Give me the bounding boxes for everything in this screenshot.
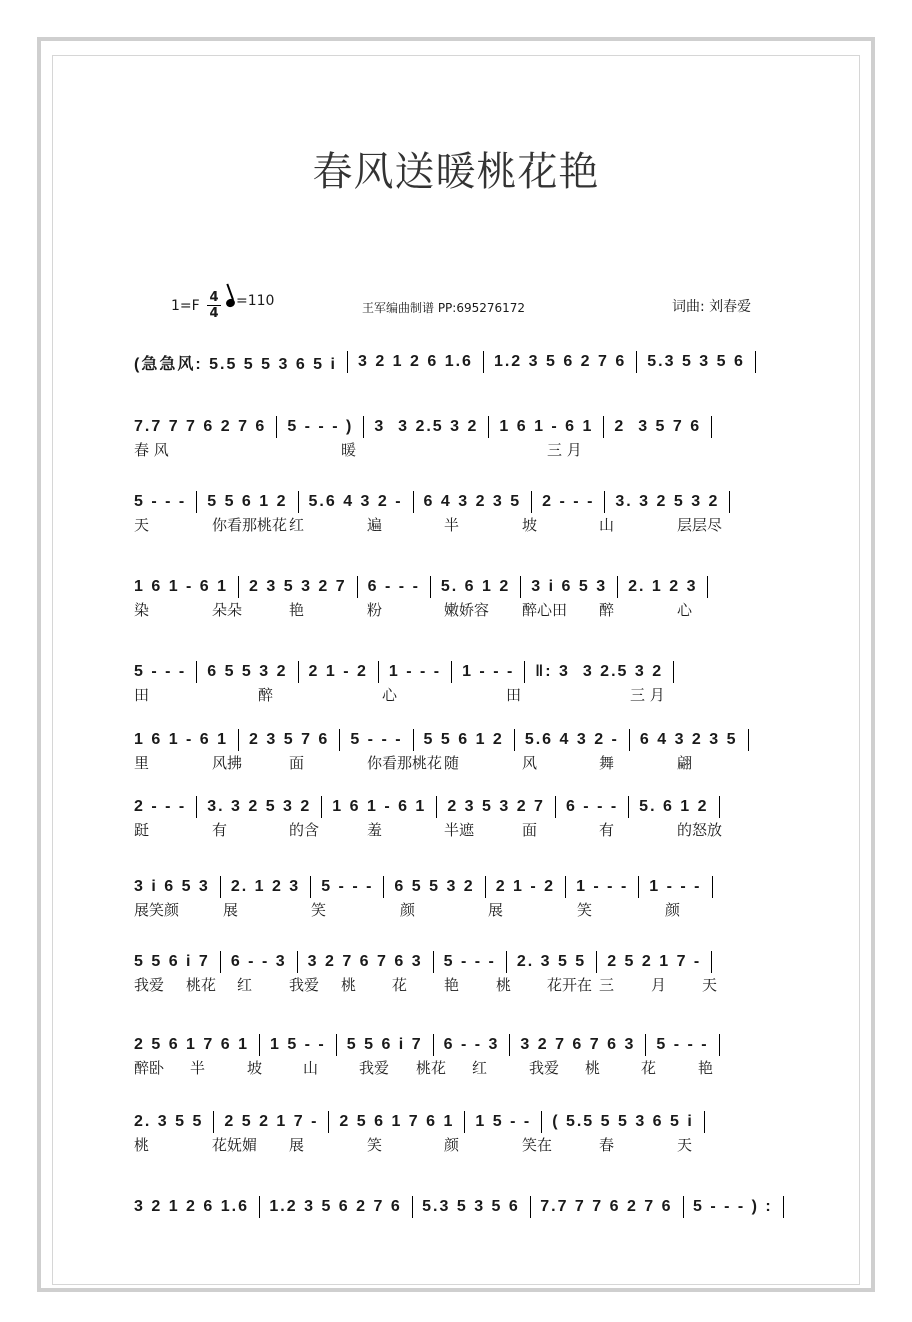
notation-row	[134, 728, 784, 752]
lyric-syllable: 醉心田	[522, 601, 568, 619]
lyric-syllable: 春 风	[134, 441, 169, 459]
barline	[297, 951, 298, 973]
lyric-syllable: 我爱	[289, 976, 320, 994]
measure: 6 - - -	[367, 578, 420, 595]
score-header	[0, 290, 912, 326]
barline	[259, 1034, 260, 1056]
measure: 2 3 5 7 6	[614, 418, 702, 435]
measure: 5 - - -	[134, 493, 187, 510]
barline	[514, 729, 515, 751]
measure: 1 6 1 - 6 1	[134, 731, 229, 748]
lyric-syllable: 遍	[367, 516, 383, 534]
barline	[483, 351, 484, 373]
measure: 5 - - -	[443, 953, 496, 970]
measure: 5 5 6 1 2	[423, 731, 504, 748]
time-signature	[207, 290, 221, 321]
measure: 2 3 5 3 2 7	[447, 798, 545, 815]
lyrics-row	[134, 899, 784, 919]
lyric-syllable: 面	[289, 754, 305, 772]
measure: 5 5 6 i 7	[134, 953, 210, 970]
barline	[596, 951, 597, 973]
lyric-syllable: 笑在	[522, 1136, 553, 1154]
lyrics-row	[134, 439, 784, 459]
lyric-syllable: 舞	[599, 754, 615, 772]
barline	[220, 876, 221, 898]
barline	[196, 661, 197, 683]
lyric-syllable: 醉卧	[134, 1059, 165, 1077]
lyric-syllable: 朵朵	[212, 601, 243, 619]
barline	[712, 876, 713, 898]
measure: 3. 3 2 5 3 2	[207, 798, 312, 815]
measure: 7.7 7 7 6 2 7 6	[134, 418, 267, 435]
barline	[636, 351, 637, 373]
lyric-syllable: 三 月	[630, 686, 665, 704]
meter-bottom: 4	[207, 305, 221, 321]
notation-row	[134, 795, 784, 819]
lyrics-row	[134, 819, 784, 839]
barline	[310, 876, 311, 898]
measure: 3 i 6 5 3	[134, 878, 210, 895]
lyric-syllable: 心	[677, 601, 693, 619]
barline	[711, 416, 712, 438]
barline	[541, 1111, 542, 1133]
measure: 5.6 4 3 2 -	[308, 493, 403, 510]
measure: 5 5 6 1 2	[207, 493, 288, 510]
measure: 5. 6 1 2	[639, 798, 709, 815]
tempo-mark	[226, 293, 274, 309]
lyric-syllable: 花妩媚	[212, 1136, 258, 1154]
lyric-syllable: 我爱	[134, 976, 165, 994]
barline	[638, 876, 639, 898]
barline	[464, 1111, 465, 1133]
lyrics-row	[134, 752, 784, 772]
barline	[383, 876, 384, 898]
lyric-syllable: 羞	[367, 821, 383, 839]
lyric-syllable: 你看那桃花	[367, 754, 443, 772]
measure: 3 2 1 2 6 1.6	[357, 353, 473, 370]
measure: 6 - - 3	[443, 1036, 500, 1053]
barline	[719, 796, 720, 818]
barline	[213, 1111, 214, 1133]
barline	[363, 416, 364, 438]
barline	[276, 416, 277, 438]
barline	[707, 576, 708, 598]
composer-credit: 词曲: 刘春爱	[672, 299, 752, 315]
key-signature: 1=F	[171, 298, 200, 314]
measure: 1 6 1 - 6 1	[499, 418, 594, 435]
barline	[531, 491, 532, 513]
lyric-syllable: 展	[488, 901, 504, 919]
lyric-syllable: 红	[237, 976, 253, 994]
lyric-syllable: 层层尽	[677, 516, 723, 534]
barline	[357, 576, 358, 598]
measure: 3 i 6 5 3	[531, 578, 608, 595]
barline	[748, 729, 749, 751]
lyrics-row	[134, 514, 784, 534]
lyric-syllable: 我爱	[359, 1059, 390, 1077]
measure: 2. 3 5 5	[516, 953, 587, 970]
measure: 5 - - - ) :	[692, 1198, 773, 1215]
lyric-syllable: 山	[599, 516, 615, 534]
measure: ( 5.5 5 5 3 6 5 i	[552, 1113, 694, 1130]
measure: 5.3 5 3 5 6	[422, 1198, 520, 1215]
measure: 1.2 3 5 6 2 7 6	[269, 1198, 402, 1215]
barline	[298, 491, 299, 513]
lyric-syllable: 展	[289, 1136, 305, 1154]
lyric-syllable: 天	[702, 976, 718, 994]
barline	[413, 729, 414, 751]
barline	[430, 576, 431, 598]
measure: 2 5 6 1 7 6 1	[339, 1113, 455, 1130]
lyric-syllable: 跹	[134, 821, 150, 839]
lyric-syllable: 艳	[698, 1059, 714, 1077]
notation-row	[134, 1110, 784, 1134]
measure: 6 - - 3	[230, 953, 287, 970]
measure: 1 6 1 - 6 1	[332, 798, 427, 815]
measure: 2 5 2 1 7 -	[607, 953, 702, 970]
measure: 1.2 3 5 6 2 7 6	[493, 353, 627, 370]
song-title: 春风送暖桃花艳	[312, 149, 600, 195]
barline	[220, 951, 221, 973]
barline	[603, 416, 604, 438]
lyric-syllable: 的含	[289, 821, 320, 839]
lyric-syllable: 里	[134, 754, 150, 772]
barline	[645, 1034, 646, 1056]
measure: 5.3 5 3 5 6	[647, 353, 745, 370]
barline	[485, 876, 486, 898]
lyric-syllable: 风	[522, 754, 538, 772]
measure: 5 - - -	[350, 731, 403, 748]
lyric-syllable: 半	[444, 516, 460, 534]
lyric-syllable: 半遮	[444, 821, 475, 839]
lyric-syllable: 桃	[496, 976, 512, 994]
measure: 1 - - -	[388, 663, 442, 680]
barline	[628, 796, 629, 818]
lyric-syllable: 红	[472, 1059, 488, 1077]
measure: 1 - - -	[649, 878, 702, 895]
measure: 2 3 5 3 2 7	[249, 578, 347, 595]
arranger-credit: 王军编曲制谱 PP:695276172	[362, 301, 526, 315]
lyric-syllable: 笑	[367, 1136, 383, 1154]
lyric-syllable: 艳	[289, 601, 305, 619]
measure: ‖: 3 3 2.5 3 2	[535, 663, 664, 680]
lyric-syllable: 颜	[444, 1136, 460, 1154]
barline	[328, 1111, 329, 1133]
measure: 2 1 - 2	[308, 663, 368, 680]
measure: 3 2 7 6 7 6 3	[307, 953, 423, 970]
measure: (急急风: 5.5 5 5 3 6 5 i	[134, 355, 337, 373]
lyric-syllable: 天	[677, 1136, 693, 1154]
lyric-syllable: 半	[190, 1059, 206, 1077]
lyric-syllable: 桃花	[416, 1059, 447, 1077]
barline	[433, 1034, 434, 1056]
lyric-syllable: 翩	[677, 754, 693, 772]
measure: 2. 1 2 3	[230, 878, 301, 895]
lyric-syllable: 花开在	[547, 976, 593, 994]
barline	[413, 491, 414, 513]
lyrics-row	[134, 599, 784, 619]
lyric-syllable: 颜	[400, 901, 416, 919]
barline	[520, 576, 521, 598]
lyric-syllable: 嫩娇容	[444, 601, 490, 619]
barline	[433, 951, 434, 973]
notation-row	[134, 1195, 784, 1219]
measure: 1 5 - -	[475, 1113, 532, 1130]
barline	[347, 351, 348, 373]
notation-row	[134, 950, 784, 974]
measure: 5 - - -	[656, 1036, 709, 1053]
barline	[378, 661, 379, 683]
barline	[617, 576, 618, 598]
lyric-syllable: 桃花	[186, 976, 217, 994]
barline	[755, 351, 756, 373]
barline	[196, 491, 197, 513]
barline	[451, 661, 452, 683]
measure: 2 - - -	[542, 493, 595, 510]
lyric-syllable: 面	[522, 821, 538, 839]
lyric-syllable: 随	[444, 754, 460, 772]
lyric-syllable: 桃	[134, 1136, 150, 1154]
measure: 1 5 - -	[269, 1036, 326, 1053]
measure: 1 - - -	[576, 878, 629, 895]
measure: 2 3 5 7 6	[249, 731, 330, 748]
lyric-syllable: 月	[651, 976, 667, 994]
tempo-value: =110	[236, 293, 275, 309]
lyric-syllable: 山	[303, 1059, 319, 1077]
notation-row	[134, 875, 784, 899]
barline	[729, 491, 730, 513]
barline	[719, 1034, 720, 1056]
barline	[336, 1034, 337, 1056]
measure: 6 4 3 2 3 5	[423, 493, 522, 510]
lyric-syllable: 颜	[665, 901, 681, 919]
barline	[436, 796, 437, 818]
measure: 5 - - -	[134, 663, 187, 680]
notation-row	[134, 490, 784, 514]
barline	[783, 1196, 784, 1218]
barline	[321, 796, 322, 818]
lyric-syllable: 红	[289, 516, 305, 534]
barline	[506, 951, 507, 973]
barline	[604, 491, 605, 513]
lyric-syllable: 田	[134, 686, 150, 704]
lyric-syllable: 你看那桃花	[212, 516, 288, 534]
measure: 2 5 2 1 7 -	[224, 1113, 319, 1130]
lyric-syllable: 有	[599, 821, 615, 839]
measure: 2. 3 5 5	[134, 1113, 204, 1130]
barline	[298, 661, 299, 683]
barline	[555, 796, 556, 818]
measure: 1 6 1 - 6 1	[134, 578, 229, 595]
notation-row	[134, 350, 784, 374]
lyric-syllable: 田	[506, 686, 522, 704]
notation-row	[134, 660, 784, 684]
measure: 7.7 7 7 6 2 7 6	[540, 1198, 673, 1215]
measure: 3 3 2.5 3 2	[374, 418, 479, 435]
measure: 1 - - -	[462, 663, 515, 680]
lyric-syllable: 醉	[258, 686, 274, 704]
lyrics-row	[134, 974, 784, 994]
lyric-syllable: 春	[599, 1136, 615, 1154]
measure: 6 4 3 2 3 5	[639, 731, 738, 748]
lyrics-row	[134, 684, 784, 704]
measure: 3 2 1 2 6 1.6	[134, 1198, 249, 1215]
barline	[196, 796, 197, 818]
lyric-syllable: 我爱	[529, 1059, 560, 1077]
measure: 3. 3 2 5 3 2	[615, 493, 720, 510]
measure: 5 - - - )	[287, 418, 354, 435]
measure: 5. 6 1 2	[440, 578, 511, 595]
measure: 6 5 5 3 2	[207, 663, 288, 680]
measure: 2 5 6 1 7 6 1	[134, 1036, 249, 1053]
measure: 5.6 4 3 2 -	[524, 731, 619, 748]
notation-row	[134, 415, 784, 439]
measure: 6 5 5 3 2	[394, 878, 475, 895]
measure: 6 - - -	[565, 798, 619, 815]
lyric-syllable: 醉	[599, 601, 615, 619]
lyric-syllable: 有	[212, 821, 228, 839]
barline	[509, 1034, 510, 1056]
measure: 5 - - -	[321, 878, 374, 895]
lyric-syllable: 花	[641, 1059, 657, 1077]
lyric-syllable: 心	[382, 686, 398, 704]
quarter-note-icon	[225, 298, 236, 309]
notation-row	[134, 1033, 784, 1057]
lyrics-row	[134, 1057, 784, 1077]
meter-top: 4	[209, 290, 219, 305]
barline	[339, 729, 340, 751]
lyric-syllable: 展笑颜	[134, 901, 180, 919]
lyrics-row	[134, 1134, 784, 1154]
lyric-syllable: 暖	[341, 441, 357, 459]
barline	[524, 661, 525, 683]
barline	[711, 951, 712, 973]
barline	[565, 876, 566, 898]
measure: 2 - - -	[134, 798, 187, 815]
barline	[238, 576, 239, 598]
lyric-syllable: 风拂	[212, 754, 243, 772]
lyric-syllable: 桃	[341, 976, 357, 994]
lyric-syllable: 艳	[444, 976, 460, 994]
barline	[704, 1111, 705, 1133]
barline	[238, 729, 239, 751]
barline	[673, 661, 674, 683]
lyric-syllable: 三 月	[547, 441, 582, 459]
measure: 5 5 6 i 7	[346, 1036, 423, 1053]
lyric-syllable: 展	[223, 901, 239, 919]
lyric-syllable: 坡	[247, 1059, 263, 1077]
lyric-syllable: 三	[599, 976, 615, 994]
measure: 3 2 7 6 7 6 3	[520, 1036, 636, 1053]
lyric-syllable: 天	[134, 516, 150, 534]
lyric-syllable: 染	[134, 601, 150, 619]
measure: 2. 1 2 3	[628, 578, 698, 595]
measure: 2 1 - 2	[495, 878, 556, 895]
lyric-syllable: 坡	[522, 516, 538, 534]
lyric-syllable: 桃	[585, 1059, 601, 1077]
barline	[488, 416, 489, 438]
lyric-syllable: 的怒放	[677, 821, 723, 839]
lyric-syllable: 粉	[367, 601, 383, 619]
barline	[629, 729, 630, 751]
lyric-syllable: 笑	[311, 901, 327, 919]
notation-row	[134, 575, 784, 599]
lyric-syllable: 笑	[577, 901, 593, 919]
lyric-syllable: 花	[392, 976, 408, 994]
